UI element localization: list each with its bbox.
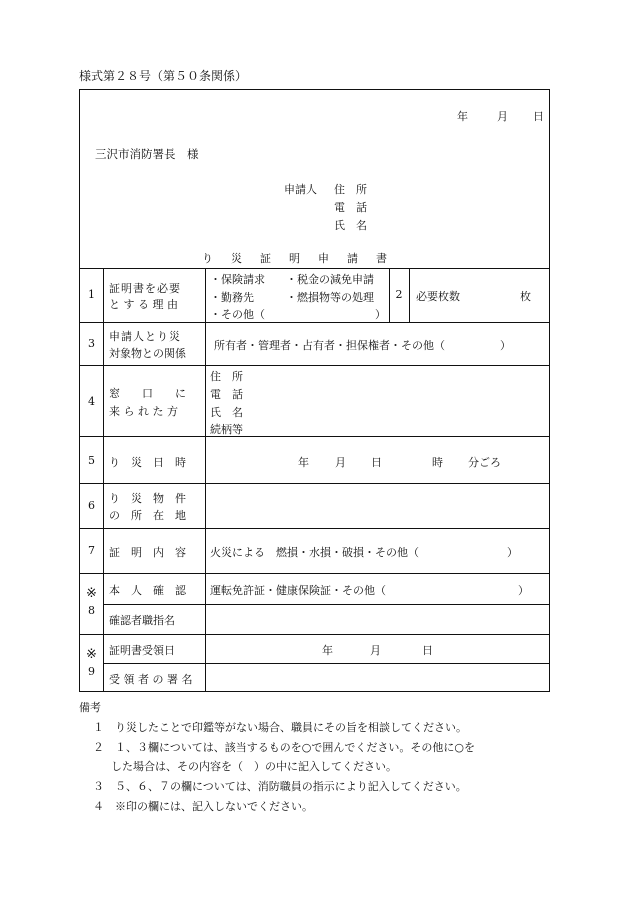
date-month: 月 bbox=[497, 110, 508, 123]
reason-employer: ・勤務先 bbox=[210, 291, 254, 304]
row2-number: 2 bbox=[395, 288, 403, 301]
reason-tax-reduction: ・税金の減免申請 bbox=[286, 273, 374, 286]
visitor-address-label: 住 所 bbox=[210, 370, 243, 383]
disaster-year: 年 bbox=[298, 456, 309, 469]
row3-label-line1: 申請人とり災 bbox=[109, 330, 181, 343]
row4-label-line2: 来 ら れ た 方 bbox=[109, 405, 178, 418]
row7-number: 7 bbox=[88, 544, 95, 557]
note-3: ３ ５、６、７の欄については、消防職員の指示により記入してください。 bbox=[93, 780, 467, 793]
row6-number: 6 bbox=[88, 499, 95, 512]
disaster-minute: 分ごろ bbox=[468, 456, 501, 469]
row1-label-line1: 証明書を必要 bbox=[109, 282, 181, 295]
row4-label-line1: 窓 口 に bbox=[109, 387, 186, 400]
note-4: ４ ※印の欄には、記入しないでください。 bbox=[93, 800, 313, 813]
row8-mark: ※ bbox=[86, 586, 97, 601]
row6-label-line1: り 災 物 件 bbox=[109, 492, 186, 505]
receipt-day: 日 bbox=[422, 644, 433, 657]
row6-label-line2: の 所 在 地 bbox=[109, 509, 186, 522]
reason-disposal: ・燃損物等の処理 bbox=[286, 291, 374, 304]
visitor-relation-label: 続柄等 bbox=[210, 423, 243, 436]
applicant-address-label: 住 所 bbox=[334, 183, 367, 196]
relationship-options: 所有者・管理者・占有者・担保権者・その他（ ） bbox=[214, 339, 511, 352]
row9-mark: ※ bbox=[86, 647, 97, 662]
date-year: 年 bbox=[457, 110, 468, 123]
note-1: １ り災したことで印鑑等がない場合、職員にその旨を相談してください。 bbox=[93, 721, 467, 734]
row8-number: 8 bbox=[88, 604, 95, 617]
visitor-phone-label: 電 話 bbox=[210, 388, 243, 401]
receipt-month: 月 bbox=[370, 644, 381, 657]
addressee: 三沢市消防署長 様 bbox=[95, 147, 199, 161]
reason-insurance: ・保険請求 bbox=[210, 273, 265, 286]
certification-options: 火災による 燃損・水損・破損・その他（ ） bbox=[210, 546, 518, 559]
row5-label: り 災 日 時 bbox=[109, 456, 186, 469]
row5-number: 5 bbox=[88, 454, 95, 467]
date-day: 日 bbox=[533, 110, 544, 123]
row9-number: 9 bbox=[88, 665, 95, 678]
note-2-continued: した場合は、その内容を（ ）の中に記入してください。 bbox=[111, 760, 397, 773]
disaster-month: 月 bbox=[335, 456, 346, 469]
note-2: ２ １、３欄については、該当するものを○で囲んでください。その他に○を bbox=[93, 741, 475, 754]
visitor-name-label: 氏 名 bbox=[210, 406, 243, 419]
disaster-day: 日 bbox=[371, 456, 382, 469]
reason-other: ・その他（ ） bbox=[210, 308, 386, 321]
row9-label-signature: 受 領 者 の 署 名 bbox=[109, 673, 193, 686]
identity-options: 運転免許証・健康保険証・その他（ ） bbox=[210, 584, 529, 597]
row8-label-verifier: 確認者職指名 bbox=[109, 614, 175, 627]
copies-label: 必要枚数 bbox=[416, 290, 460, 303]
disaster-hour: 時 bbox=[432, 456, 443, 469]
applicant-label: 申請人 bbox=[284, 183, 317, 196]
row4-number: 4 bbox=[88, 395, 95, 408]
row9-label-receipt-date: 証明書受領日 bbox=[109, 644, 175, 657]
notes-heading: 備考 bbox=[79, 701, 101, 714]
row7-label: 証 明 内 容 bbox=[109, 546, 186, 559]
applicant-phone-label: 電 話 bbox=[334, 201, 367, 214]
row3-label-line2: 対象物との関係 bbox=[109, 347, 186, 360]
row1-number: 1 bbox=[88, 288, 95, 301]
row1-label-line2: と す る 理 由 bbox=[109, 298, 178, 311]
row8-label-identity: 本 人 確 認 bbox=[109, 584, 186, 597]
receipt-year: 年 bbox=[322, 644, 333, 657]
applicant-name-label: 氏 名 bbox=[334, 219, 367, 232]
copies-unit: 枚 bbox=[520, 290, 531, 303]
form-id: 様式第２８号（第５０条関係） bbox=[79, 69, 248, 83]
document-title: り災証明申請書 bbox=[202, 252, 405, 265]
row3-number: 3 bbox=[88, 337, 95, 350]
